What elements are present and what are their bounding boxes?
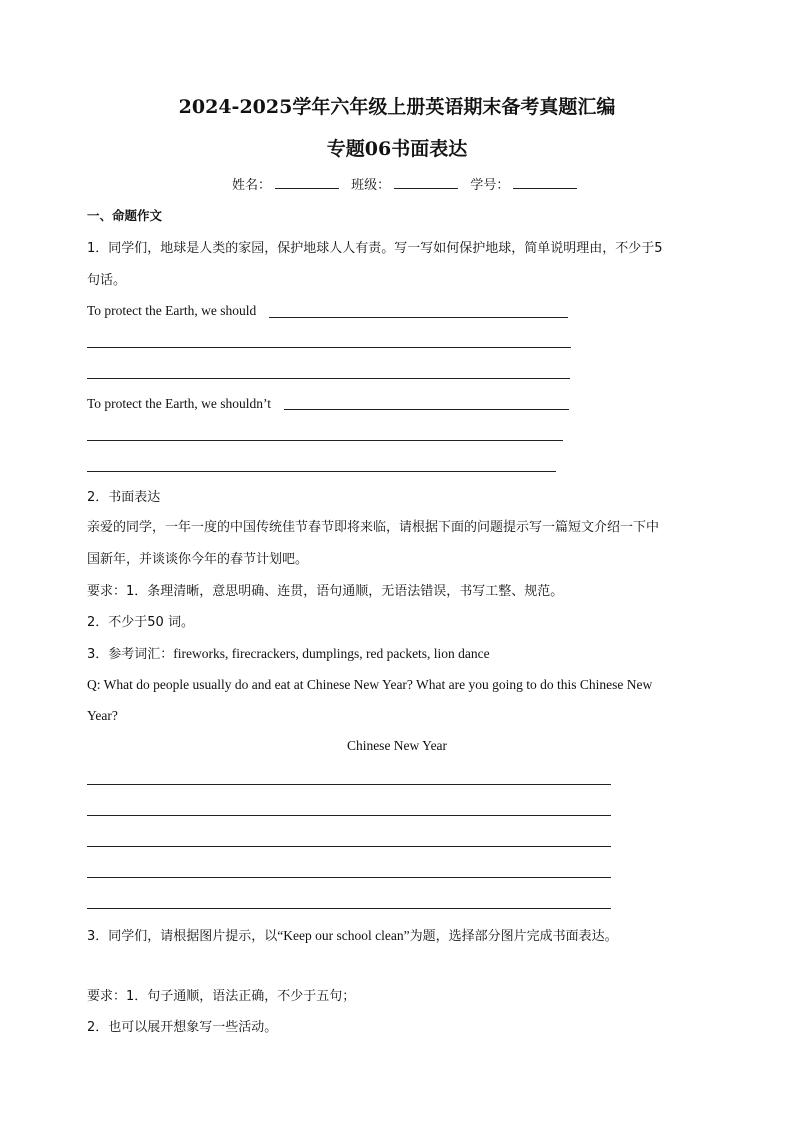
q1-prompt-shouldnt: To protect the Earth, we shouldn’t: [87, 396, 272, 411]
page-subtitle: 专题06书面表达: [326, 138, 468, 160]
answer-line[interactable]: [269, 317, 568, 318]
answer-line[interactable]: [284, 409, 569, 410]
q3-text-part1: 3．同学们，请根据图片提示，以: [87, 929, 278, 944]
q3-requirement-2: 2．也可以展开想象写一些活动。: [87, 1020, 278, 1035]
name-blank[interactable]: [275, 178, 339, 189]
section-heading: 一、命题作文: [87, 208, 163, 223]
class-blank[interactable]: [394, 178, 458, 189]
q1-text-line2: 句话。: [87, 273, 127, 288]
answer-line[interactable]: [87, 784, 611, 785]
answer-line[interactable]: [87, 908, 611, 909]
q3-text: [87, 929, 618, 943]
q2-heading: 2．书面表达: [87, 490, 161, 505]
q2-requirement-1: 要求：1．条理清晰，意思明确、连贯，语句通顺，无语法错误，书写工整、规范。: [87, 584, 564, 599]
answer-line[interactable]: [87, 440, 563, 441]
answer-line[interactable]: [87, 815, 611, 816]
id-blank[interactable]: [513, 178, 577, 189]
q2-vocab-label: 3．参考词汇：: [87, 647, 174, 662]
answer-line[interactable]: [87, 846, 611, 847]
q2-requirement-3: [87, 647, 490, 661]
q2-vocab-words: fireworks, firecrackers, dumplings, red packets, lion dance: [173, 646, 490, 661]
q3-topic: “Keep our school clean”: [277, 928, 410, 943]
name-label: 姓名：: [232, 178, 272, 193]
q1-text-line1: 1．同学们，地球是人类的家园，保护地球人人有责。写一写如何保护地球，简单说明理由，不少于5: [87, 241, 663, 256]
q1-prompt-should: To protect the Earth, we should: [87, 303, 257, 318]
student-info-row: [232, 178, 585, 192]
q2-intro-line1: 亲爱的同学，一年一度的中国传统佳节春节即将来临，请根据下面的问题提示写一篇短文介绍一下中: [87, 520, 660, 535]
q3-text-part2: 为题，选择部分图片完成书面表达。: [409, 929, 618, 944]
q3-requirement-1: 要求：1．句子通顺，语法正确，不少于五句；: [87, 989, 356, 1004]
answer-line[interactable]: [87, 378, 570, 379]
class-label: 班级：: [351, 178, 391, 193]
answer-line[interactable]: [87, 347, 571, 348]
q2-question-line1: Q: What do people usually do and eat at Chinese New Year? What are you going to do this Chinese New: [87, 677, 653, 692]
q2-requirement-2: 2．不少于50 词。: [87, 615, 194, 630]
id-label: 学号：: [470, 178, 510, 193]
page-title: 2024-2025学年六年级上册英语期末备考真题汇编: [178, 96, 616, 118]
q2-intro-line2: 国新年，并谈谈你今年的春节计划吧。: [87, 552, 309, 567]
q2-question-line2: Year?: [87, 708, 118, 723]
answer-line[interactable]: [87, 471, 556, 472]
answer-line[interactable]: [87, 877, 611, 878]
essay-title: Chinese New Year: [346, 738, 448, 753]
